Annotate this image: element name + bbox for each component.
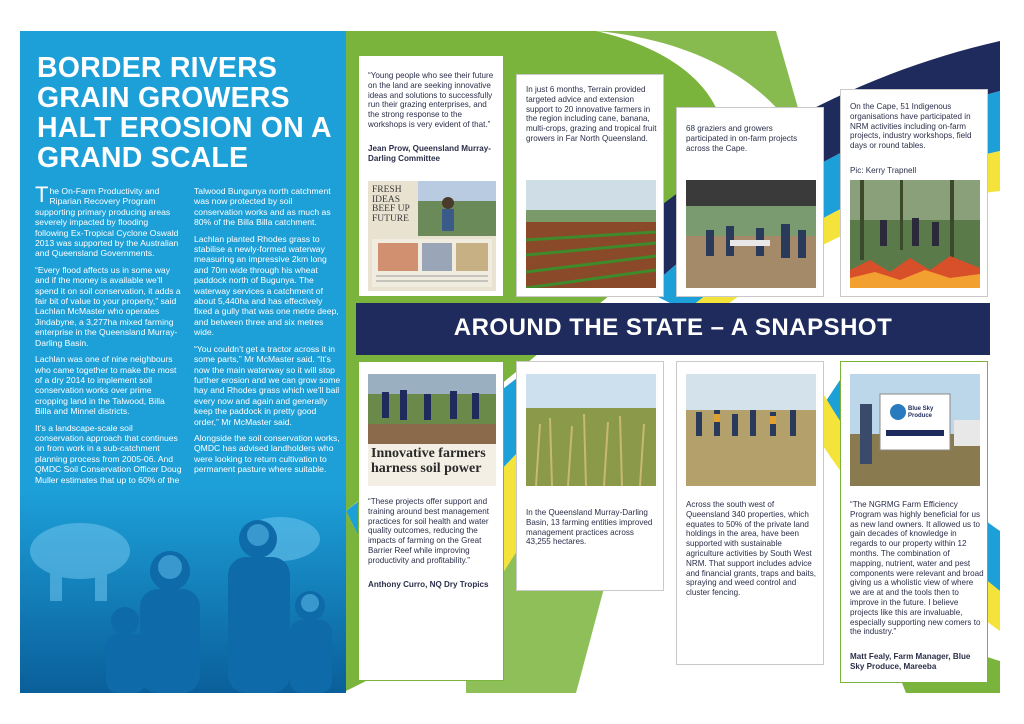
card-text: Across the south west of Queensland 340 properties, which equates to 50% of the private land holdings in the area, have been supported with sustainable agriculture activities by South West NRM. That support includes advice and financial grants, traps and baits, spraying and weed control and cluster fencing. bbox=[686, 500, 817, 598]
card-attribution: Jean Prow, Queensland Murray-Darling Committee bbox=[368, 144, 491, 163]
sign-text: Blue Sky Produce bbox=[908, 406, 934, 419]
snapshot-card-qmdc bbox=[358, 55, 504, 297]
article-paragraph: “You couldn’t get a tractor across it in some parts,” Mr McMaster said. “It’s now the main waterway so it will stop further erosion and we can grow some hay and Rhodes grass which we’ll bail every now and again and generally keep the paddock in pretty good order,” Mr McMaster said. bbox=[194, 343, 341, 427]
article-paragraph: It’s a landscape-scale soil conservation approach that continues on from work in a sub-catchment planning process from 2005-06. And QMDC Soil Conservation Officer Doug Muller estimates that up to 60% of the Talwood Bungunya north catchment was now protected by soil conservation works and as much as 80% of the Billa Billa catchment. bbox=[35, 186, 331, 485]
burning-photo bbox=[850, 180, 980, 288]
article-headline: BORDER RIVERS GRAIN GROWERS HALT EROSION ON A GRAND SCALE bbox=[37, 52, 331, 174]
newspaper-clipping bbox=[368, 181, 496, 291]
card-quote: “The NGRMG Farm Efficiency Program was highly beneficial for us as new land owners. It allowed us to gain decades of knowledge in regards to our property within 12 months. The combination of mapping, nutrient, water and pest components were relevant and broad giving us a wholistic view of where we are at and the tools then to improve in the future. I believe projects like this are invaluable, especially supporting new comers to the industry.” bbox=[850, 500, 984, 637]
farm-sign-photo bbox=[850, 374, 980, 486]
article-paragraph: The On-Farm Productivity and Riparian Recovery Program supporting primary producing areas severely impacted by flooding following Ex-Tropical Cyclone Oswald 2013 was supported by the Australian and Queensland Governments. bbox=[35, 182, 179, 259]
newspaper-clipping bbox=[368, 374, 496, 486]
paddock-group-photo bbox=[686, 374, 816, 486]
article-paragraph: Lachlan was one of nine neighbours who came together to make the most of a dry 2014 to implement soil conservation works over prime cropping land in the Talwood, Billa Billa and Minnel districts. bbox=[35, 354, 177, 417]
card-attribution: Anthony Curro, NQ Dry Tropics bbox=[368, 580, 489, 589]
snapshot-card-nq-dry-tropics bbox=[358, 361, 504, 681]
snapshot-card-qmdc-basin bbox=[516, 361, 664, 591]
snapshot-card-cape-graziers bbox=[676, 107, 824, 297]
card-attribution: Matt Fealy, Farm Manager, Blue Sky Produce, Mareeba bbox=[850, 652, 971, 671]
article-panel bbox=[20, 31, 346, 693]
photo-credit: Pic: Kerry Trapnell bbox=[850, 166, 917, 175]
card-text: In just 6 months, Terrain provided targeted advice and extension support to 20 innovative farmers in the region including cane, banana, multi-crops, grazing and tropical fruit growers in Far North Queensland. bbox=[526, 85, 657, 143]
snapshot-card-ngrmg bbox=[840, 361, 988, 683]
article-paragraph: Lachlan planted Rhodes grass to stabilise a newly-formed waterway measuring an impressive 2km long and 70m wide through his wheat paddock north of Bugunya. The waterway services a catchment of about 5,440ha and has effectively fixed a gully that was one metre deep, and between three and six metres wide. bbox=[194, 233, 339, 338]
snapshot-card-south-west bbox=[676, 361, 824, 665]
workshop-photo bbox=[686, 180, 816, 288]
card-text: In the Queensland Murray-Darling Basin, 13 farming entities improved management practices across 43,255 hectares. bbox=[526, 508, 653, 547]
clipping-headline: Innovative farmers harness soil power bbox=[371, 446, 486, 476]
banner-title: AROUND THE STATE – A SNAPSHOT bbox=[453, 314, 893, 341]
article-body bbox=[35, 182, 341, 485]
snapshot-banner bbox=[356, 303, 990, 355]
card-quote: “Young people who see their future on the land are seeking innovative ideas and solutions to successfully run their grazing enterprises, and the strong response to the workshops is very evident of that.” bbox=[368, 71, 494, 129]
card-quote: “These projects offer support and training around best management practices for soil health and water quality outcomes, reducing the impacts of farming on the Great Barrier Reef while improving productivity and profitability.” bbox=[368, 497, 490, 565]
card-text: On the Cape, 51 Indigenous organisations have participated in NRM activities including on-farm projects, industry workshops, field days or round tables. bbox=[850, 102, 972, 151]
crop-field-photo bbox=[526, 180, 656, 288]
drop-cap: T bbox=[35, 182, 49, 207]
snapshot-card-terrain bbox=[516, 74, 664, 297]
wheat-photo bbox=[526, 374, 656, 486]
snapshot-spread bbox=[346, 31, 1000, 693]
article-paragraph: Alongside the soil conservation works, QMDC has advised landholders who were looking to return cultivation to permanent pasture where suitable. bbox=[194, 432, 340, 475]
family-cattle-photo bbox=[20, 491, 346, 693]
article-paragraph: “Every flood affects us in some way and if the money is available we’ll spend it on soil conservation, it adds a fair bit of value to your property,” said Lachlan McMaster who operates Jindabyne, a 3,277ha mixed farming enterprise in the Queensland Murray-Darling Basin. bbox=[35, 264, 181, 348]
clipping-headline: FRESH IDEAS BEEF UP FUTURE bbox=[372, 185, 410, 224]
snapshot-card-cape-indigenous bbox=[840, 89, 988, 297]
card-text: 68 graziers and growers participated in on-farm projects across the Cape. bbox=[686, 124, 798, 153]
